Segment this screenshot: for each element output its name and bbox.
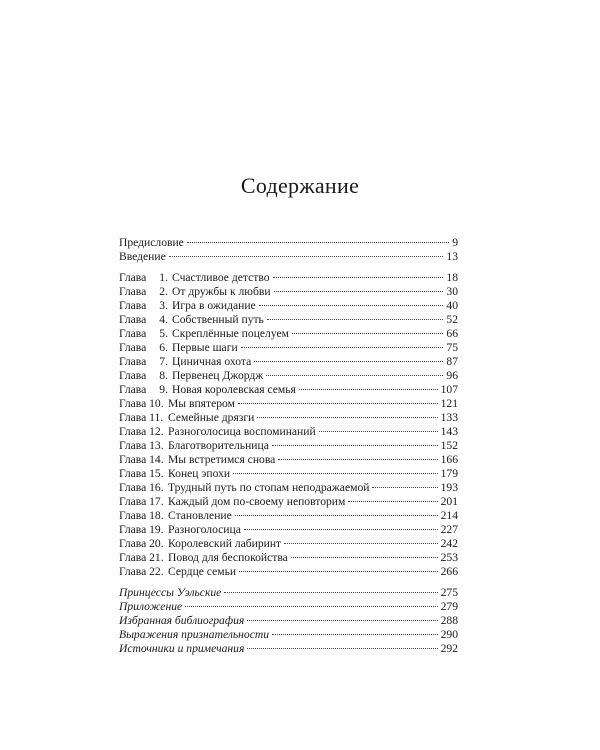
chapter-title: Каждый дом по-своему неповторим [168,495,346,508]
dot-leader [169,256,444,257]
chapter-prefix: Глава [119,299,147,312]
dot-leader [235,515,438,516]
chapter-prefix: Глава [119,327,147,340]
chapter-prefix: Глава [119,285,147,298]
toc-entry-title [119,509,232,523]
dot-leader [348,501,437,502]
chapter-title: Разноголосица [168,523,241,536]
chapter-prefix: Глава 15. [119,467,164,480]
chapter-title: Первые шаги [172,341,238,354]
chapter-prefix: Глава 10. [119,397,164,410]
chapter-prefix: Глава 18. [119,509,164,522]
dot-leader [244,529,438,530]
chapter-title: Конец эпохи [168,467,231,480]
toc-entry [119,453,458,467]
toc-entry-title [119,341,238,355]
chapter-title: Игра в ожидание [172,299,256,312]
toc-entry-title [119,327,289,341]
page-number: 143 [440,425,458,438]
page-number: 201 [440,495,458,508]
toc-entry [119,565,458,579]
dot-leader [266,375,443,376]
page-number: 166 [440,453,458,466]
dot-leader [239,571,438,572]
toc-entry-title [119,523,241,537]
back-matter-list [119,586,458,656]
toc-entry [119,523,458,537]
toc-entry [119,369,458,383]
toc-entry [119,236,458,250]
toc-entry-title [119,355,251,369]
page-number: 87 [446,355,458,368]
toc-entry [119,467,458,481]
toc-entry-title [119,600,182,614]
page-number: 13 [446,250,458,263]
toc-entry-title [119,586,221,600]
chapter-number: 8. [159,369,168,382]
toc-entry-title [119,299,256,313]
page-number: 227 [440,523,458,536]
chapter-title: Сердце семьи [168,565,237,578]
toc-entry-title [119,495,345,509]
front-matter-list [119,236,458,264]
page-number: 121 [440,397,458,410]
toc-entry [119,439,458,453]
chapter-prefix: Глава 21. [119,551,164,564]
table-of-contents [119,236,458,656]
page-number: 214 [440,509,458,522]
dot-leader [259,305,444,306]
page-number: 266 [440,565,458,578]
dot-leader [291,557,438,558]
toc-entry [119,600,458,614]
page-number: 288 [440,614,458,627]
page-number: 253 [440,551,458,564]
chapter-prefix: Глава 12. [119,425,164,438]
toc-entry-title [119,271,270,285]
toc-entry-title [119,439,269,453]
dot-leader [224,592,437,593]
chapter-title: Циничная охота [172,355,252,368]
chapter-prefix: Глава 16. [119,481,164,494]
page-title: Содержание [240,173,360,198]
page-number: 279 [440,600,458,613]
chapter-prefix: Глава [119,313,147,326]
chapter-title: Мы встретимся снова [168,453,276,466]
dot-leader [272,445,438,446]
chapter-list [119,271,458,579]
toc-entry [119,285,458,299]
chapter-number: 2. [159,285,168,298]
dot-leader [278,459,437,460]
dot-leader [247,648,437,649]
chapter-title: Первенец Джордж [172,369,264,382]
toc-entry [119,327,458,341]
chapter-prefix: Глава [119,271,147,284]
toc-entry [119,495,458,509]
toc-entry [119,586,458,600]
toc-entry [119,355,458,369]
entry-title: Избранная библиография [119,614,245,627]
chapter-number: 1. [159,271,168,284]
chapter-number: 5. [159,327,168,340]
dot-leader [247,620,437,621]
chapter-title: Благотворительница [168,439,269,452]
toc-entry-title [119,537,281,551]
entry-title: Предисловие [119,236,184,249]
chapter-title: Трудный путь по стопам неподражаемой [168,481,370,494]
toc-entry-title [119,250,166,264]
chapter-number: 3. [159,299,168,312]
entry-title: Источники и примечания [119,642,245,655]
toc-entry-title [119,397,235,411]
toc-entry [119,299,458,313]
page-number: 40 [446,299,458,312]
toc-entry [119,313,458,327]
chapter-title: Мы впятером [168,397,235,410]
chapter-title: Счастливое детство [172,271,270,284]
chapter-title: Семейные дрязги [168,411,255,424]
entry-title: Принцессы Уэльские [119,586,222,599]
chapter-prefix: Глава 20. [119,537,164,550]
page-number: 290 [440,628,458,641]
toc-entry [119,628,458,642]
page-number: 75 [446,341,458,354]
toc-entry-title [119,313,264,327]
chapter-prefix: Глава 19. [119,523,164,536]
toc-entry-title [119,642,244,656]
chapter-prefix: Глава [119,369,147,382]
dot-leader [274,291,444,292]
chapter-title: Скреплённые поцелуем [172,327,289,340]
page-number: 66 [446,327,458,340]
dot-leader [267,319,444,320]
chapter-prefix: Глава [119,355,147,368]
toc-entry [119,537,458,551]
toc-entry [119,551,458,565]
toc-entry-title [119,628,269,642]
chapter-number: 4. [159,313,168,326]
dot-leader [187,242,449,243]
toc-entry [119,481,458,495]
dot-leader [284,543,437,544]
toc-entry [119,341,458,355]
dot-leader [292,333,443,334]
chapter-title: Новая королевская семья [172,383,296,396]
page-number: 152 [440,439,458,452]
chapter-prefix: Глава 11. [119,411,164,424]
chapter-number: 6. [159,341,168,354]
page-number: 30 [446,285,458,298]
chapter-title: Повод для беспокойства [168,551,288,564]
dot-leader [272,634,438,635]
toc-entry [119,614,458,628]
dot-leader [372,487,437,488]
page-number: 133 [440,411,458,424]
dot-leader [273,277,444,278]
toc-entry-title [119,467,230,481]
chapter-prefix: Глава 14. [119,453,164,466]
toc-entry [119,425,458,439]
page-number: 52 [446,313,458,326]
chapter-title: Становление [168,509,232,522]
dot-leader [233,473,438,474]
toc-entry-title [119,369,263,383]
chapter-prefix: Глава 17. [119,495,164,508]
dot-leader [185,606,437,607]
toc-entry-title [119,285,271,299]
chapter-prefix: Глава 13. [119,439,164,452]
dot-leader [241,347,444,348]
page-number: 9 [452,236,458,249]
dot-leader [319,431,438,432]
page-number: 292 [440,642,458,655]
page-number: 107 [440,383,458,396]
toc-entry [119,250,458,264]
chapter-prefix: Глава [119,383,147,396]
chapter-title: Разноголосица воспоминаний [168,425,316,438]
toc-entry [119,509,458,523]
toc-entry [119,411,458,425]
toc-entry [119,642,458,656]
page-number: 275 [440,586,458,599]
toc-entry [119,271,458,285]
chapter-title: От дружбы к любви [172,285,271,298]
toc-entry-title [119,453,275,467]
toc-entry-title [119,565,236,579]
toc-entry-title [119,411,254,425]
chapter-title: Королевский лабиринт [168,537,282,550]
dot-leader [238,403,438,404]
entry-title: Приложение [119,600,183,613]
chapter-number: 7. [159,355,168,368]
page-number: 96 [446,369,458,382]
page-number: 179 [440,467,458,480]
entry-title: Введение [119,250,166,263]
toc-entry-title [119,236,184,250]
chapter-number: 9. [159,383,168,396]
dot-leader [257,417,437,418]
dot-leader [254,361,443,362]
toc-entry-title [119,383,296,397]
chapter-prefix: Глава 22. [119,565,164,578]
entry-title: Выражения признательности [119,628,270,641]
chapter-title: Собственный путь [172,313,264,326]
page-number: 242 [440,537,458,550]
toc-entry-title [119,481,369,495]
chapter-prefix: Глава [119,341,147,354]
toc-entry-title [119,425,316,439]
toc-entry [119,397,458,411]
toc-entry [119,383,458,397]
page-number: 193 [440,481,458,494]
dot-leader [299,389,438,390]
toc-entry-title [119,614,244,628]
toc-entry-title [119,551,288,565]
page-number: 18 [446,271,458,284]
